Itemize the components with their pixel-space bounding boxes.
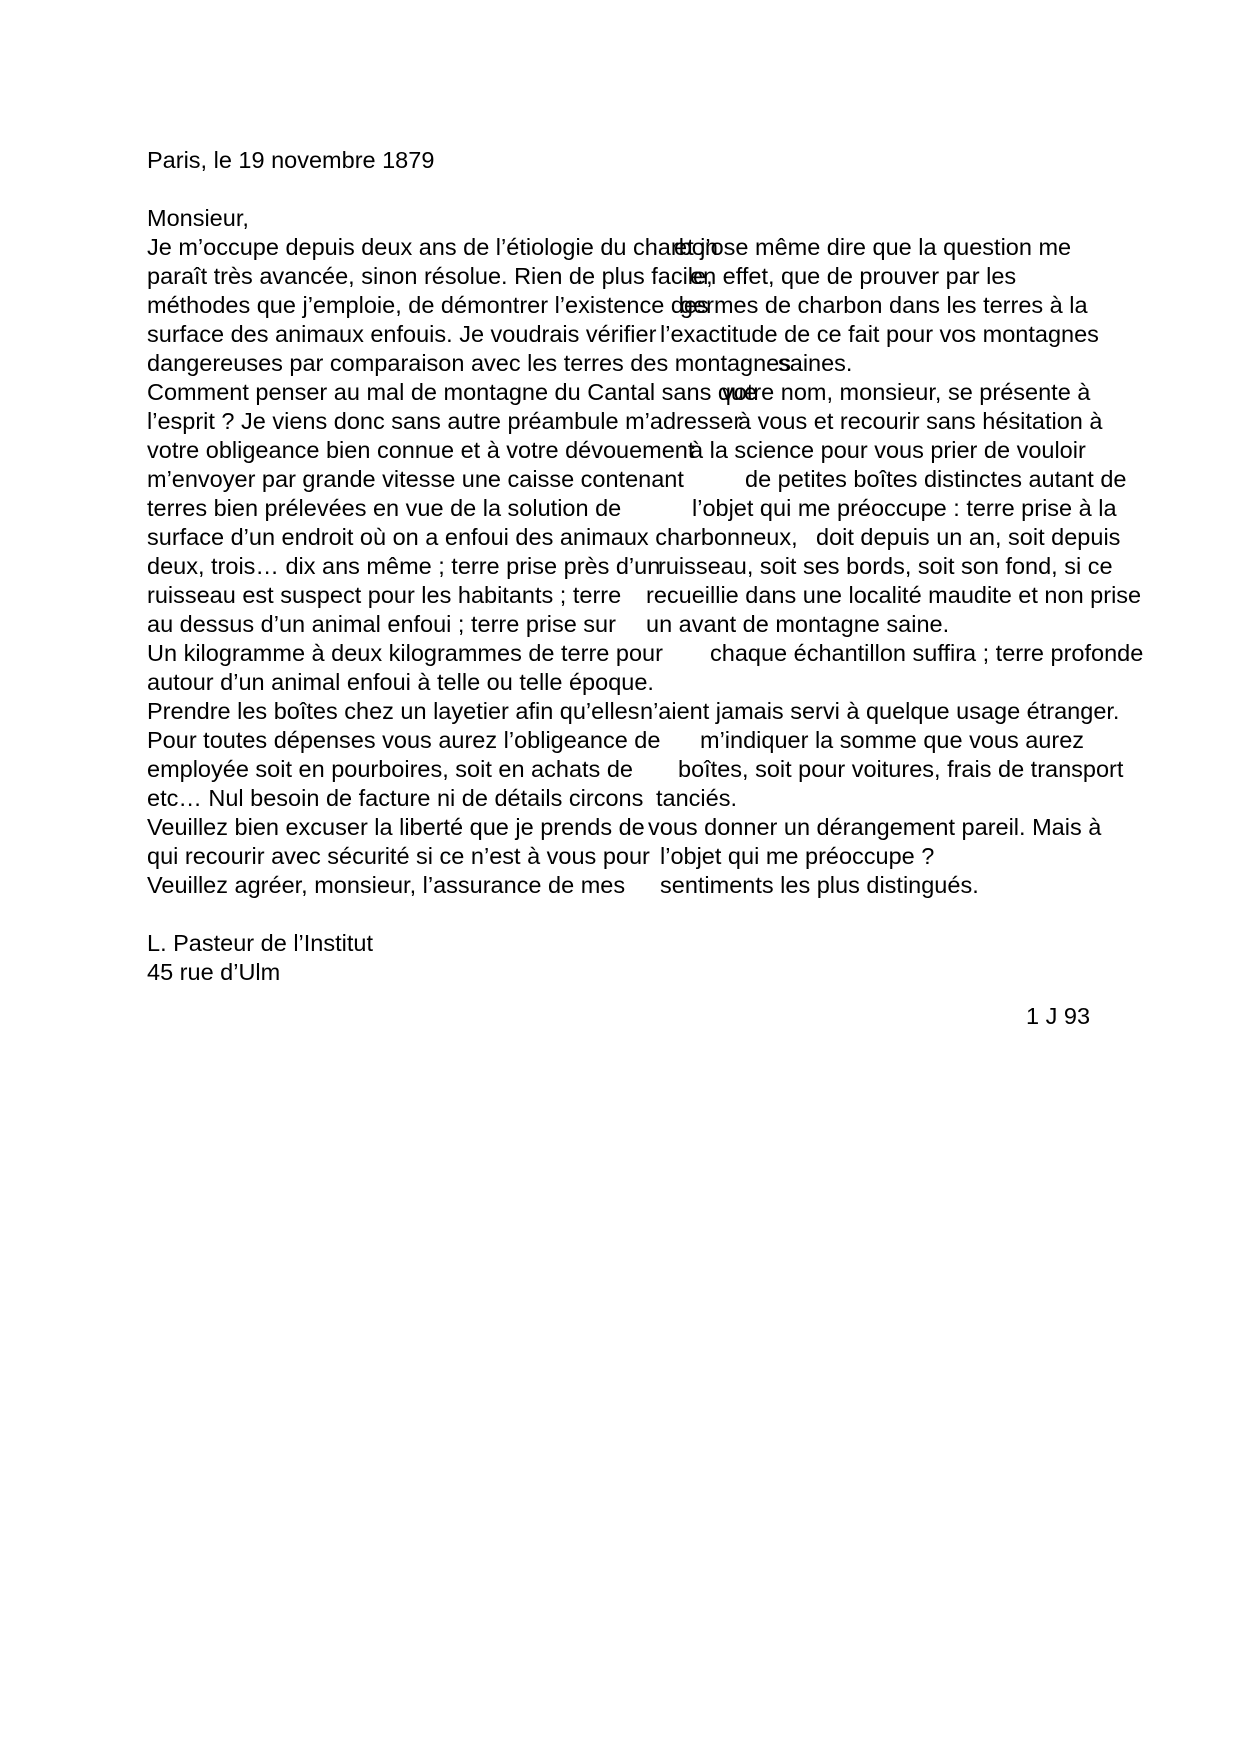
body-line (147, 842, 650, 871)
body-line-right: à vous et recourir sans hésitation à (738, 408, 1103, 434)
body-line (147, 494, 621, 523)
body-line (147, 233, 718, 262)
body-line (147, 378, 757, 407)
body-line-right: chaque échantillon suffira ; terre profonde (710, 640, 1144, 666)
body-line (147, 407, 741, 436)
body-line (147, 610, 616, 639)
dateline: Paris, le 19 novembre 1879 (147, 147, 435, 173)
body-line-right: à la science pour vous prier de vouloir (690, 437, 1086, 463)
body-line (147, 291, 709, 320)
body-line-left: Je m’occupe depuis deux ans de l’étiologie du charbon (147, 234, 718, 260)
body-line (147, 523, 798, 552)
body-line (147, 436, 694, 465)
signature: L. Pasteur de l’Institut (147, 930, 373, 956)
body-line (147, 755, 633, 784)
body-line-left: Pour toutes dépenses vous aurez l’obligeance de (147, 727, 661, 753)
body-line (147, 465, 684, 494)
body-line-right: l’exactitude de ce fait pour vos montagnes (660, 321, 1099, 347)
body-line-right: votre nom, monsieur, se présente à (722, 379, 1091, 405)
body-line-left: Un kilogramme à deux kilogrammes de terre pour (147, 640, 663, 666)
salutation: Monsieur, (147, 205, 249, 231)
body-line-right: ruisseau, soit ses bords, soit son fond, si ce (658, 553, 1113, 579)
body-line (147, 697, 639, 726)
body-line-left: qui recourir avec sécurité si ce n’est à vous pour (147, 843, 650, 869)
body-line-right: et j’ose même dire que la question me (674, 234, 1072, 260)
body-line-left: paraît très avancée, sinon résolue. Rien de plus facile, (147, 263, 713, 289)
body-line (147, 552, 660, 581)
body-line-left: Prendre les boîtes chez un layetier afin qu’elles (147, 698, 640, 724)
body-line (147, 668, 654, 697)
body-line-right: boîtes, soit pour voitures, frais de transport (678, 756, 1124, 782)
body-line-left: surface d’un endroit où on a enfoui des animaux charbonneux, (147, 524, 798, 550)
body-line-left: au dessus d’un animal enfoui ; terre prise sur (147, 611, 616, 637)
body-line-left: Comment penser au mal de montagne du Cantal sans que (147, 379, 758, 405)
body-line (147, 813, 645, 842)
body-line-right: l’objet qui me préoccupe ? (660, 843, 935, 869)
body-line (147, 726, 660, 755)
body-line-left: votre obligeance bien connue et à votre dévouement (147, 437, 695, 463)
body-line-right: de petites boîtes distinctes autant de (745, 466, 1127, 492)
body-line-right: germes de charbon dans les terres à la (680, 292, 1088, 318)
body-line-left: etc… Nul besoin de facture ni de détails circons (147, 785, 644, 811)
body-line (147, 784, 643, 813)
body-line (147, 262, 713, 291)
body-line-right: n’aient jamais servi à quelque usage étranger. (640, 698, 1120, 724)
body-line-left: surface des animaux enfouis. Je voudrais vérifier (147, 321, 657, 347)
body-line-right: recueillie dans une localité maudite et non prise (646, 582, 1142, 608)
body-line-left: employée soit en pourboires, soit en achats de (147, 756, 633, 782)
body-line-left: dangereuses par comparaison avec les terres des montagnes (147, 350, 792, 376)
body-line-left: l’esprit ? Je viens donc sans autre préambule m’adresser (147, 408, 742, 434)
body-line (147, 349, 791, 378)
body-line-left: autour d’un animal enfoui à telle ou telle époque. (147, 669, 654, 695)
body-line-right: en effet, que de prouver par les (690, 263, 1017, 289)
body-line-left: m’envoyer par grande vitesse une caisse contenant (147, 466, 684, 492)
body-line (147, 320, 656, 349)
body-line (147, 639, 663, 668)
body-line-left: Veuillez bien excuser la liberté que je prends de (147, 814, 645, 840)
body-line-right: un avant de montagne saine. (646, 611, 950, 637)
body-line-left: terres bien prélevées en vue de la solution de (147, 495, 622, 521)
body-line-right: saines. (778, 350, 853, 376)
body-line-right: tanciés. (656, 785, 737, 811)
address: 45 rue d’Ulm (147, 959, 281, 985)
body-line-left: ruisseau est suspect pour les habitants ; terre (147, 582, 622, 608)
body-line (147, 871, 625, 900)
body-line-right: sentiments les plus distingués. (660, 872, 979, 898)
body-line-right: vous donner un dérangement pareil. Mais à (648, 814, 1102, 840)
body-line-left: deux, trois… dix ans même ; terre prise près d’un (147, 553, 661, 579)
body-line-right: doit depuis un an, soit depuis (816, 524, 1121, 550)
body-line-right: l’objet qui me préoccupe : terre prise à la (692, 495, 1117, 521)
body-line (147, 581, 621, 610)
body-line-right: m’indiquer la somme que vous aurez (700, 727, 1085, 753)
body-line-left: méthodes que j’emploie, de démontrer l’existence des (147, 292, 709, 318)
archive-reference: 1 J 93 (1026, 1003, 1091, 1029)
body-line-left: Veuillez agréer, monsieur, l’assurance de mes (147, 872, 626, 898)
